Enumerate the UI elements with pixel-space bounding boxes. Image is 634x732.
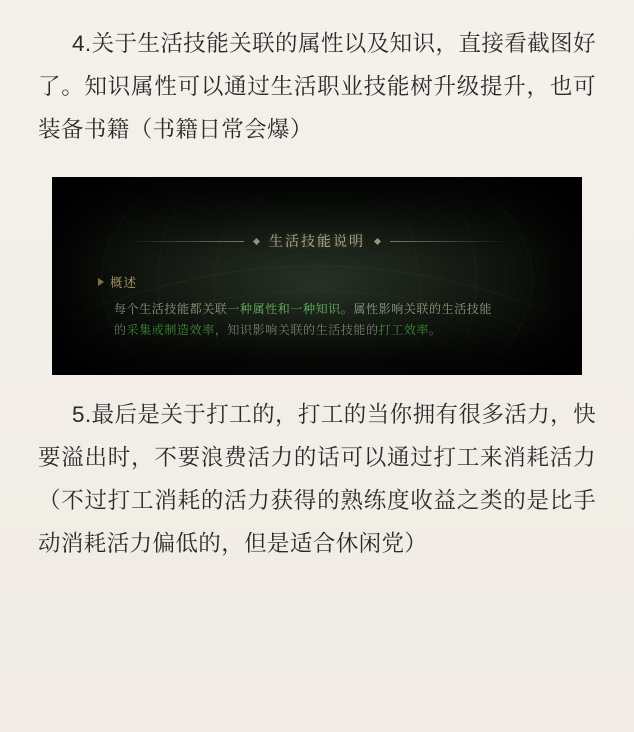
game-screenshot-figure <box>52 177 582 375</box>
paragraph-5: 5.最后是关于打工的，打工的当你拥有很多活力，快要溢出时，不要浪费活力的话可以通过打工来消耗活力（不过打工消耗的活力获得的熟练度收益之类的是比手动消耗活力偏低的，但是适合休闲党） <box>38 402 596 556</box>
title-rule-right <box>390 241 510 242</box>
body-text-2d-highlight: 打工效率 <box>378 323 430 337</box>
figure-content <box>52 177 582 375</box>
diamond-icon-left <box>253 237 260 244</box>
body-text-2a: 的 <box>114 323 127 337</box>
body-text-2b-highlight: 采集或制造效率 <box>126 323 215 337</box>
body-text-2c: ，知识影响关联的生活技能的 <box>214 323 379 337</box>
body-text-2e: 。 <box>429 323 442 337</box>
arrow-marker-icon <box>98 278 104 286</box>
diamond-icon-right <box>374 237 381 244</box>
body-text-1a: 每个生活技能都关联 <box>114 302 228 316</box>
title-rule-left <box>124 241 244 242</box>
figure-title-row <box>92 231 542 251</box>
figure-title: 生活技能说明 <box>269 233 365 249</box>
figure-body-line-2 <box>114 320 542 341</box>
paragraph-4: 4.关于生活技能关联的属性以及知识，直接看截图好了。知识属性可以通过生活职业技能树升级提升，也可装备书籍（书籍日常会爆） <box>38 31 596 142</box>
body-text-1c: 属性影响关联的生活技能 <box>353 302 493 316</box>
figure-section-label: 概述 <box>110 276 138 290</box>
body-text-1b-highlight: 一种属性和一种知识。 <box>227 302 354 316</box>
figure-section-header <box>92 273 542 291</box>
figure-body-line-1 <box>114 299 542 320</box>
figure-body-text <box>92 299 542 341</box>
